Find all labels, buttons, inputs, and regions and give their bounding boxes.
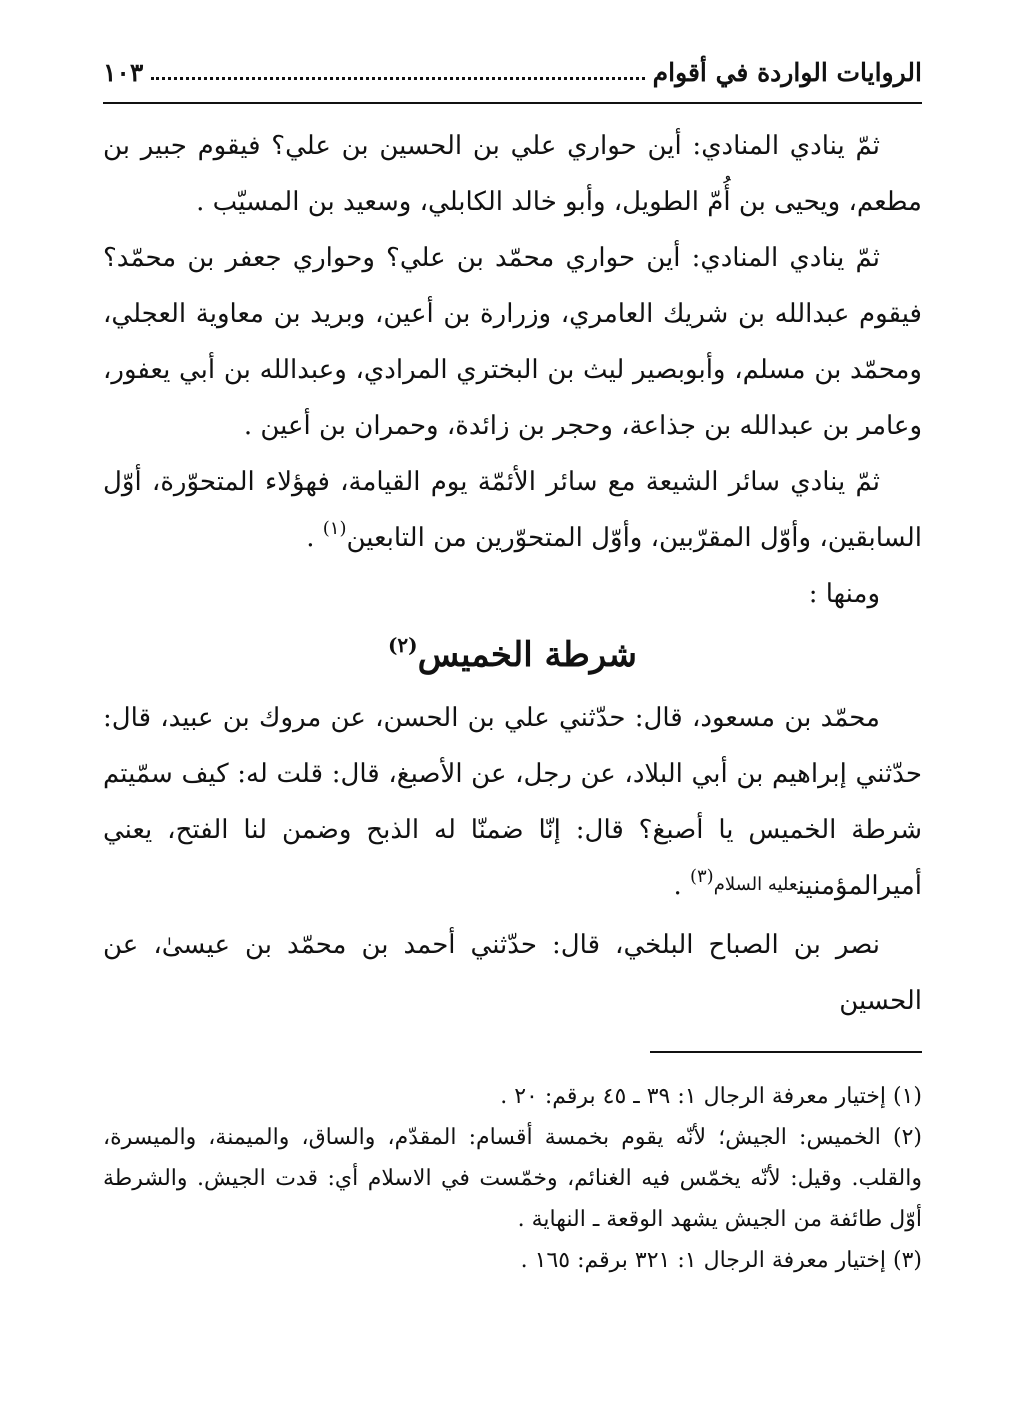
paragraph-5-end: . (673, 871, 690, 901)
footnote-3: (٣) إختيار معرفة الرجال ١: ٣٢١ برقم: ١٦٥ . (520, 1248, 922, 1273)
paragraph-3-end: . (306, 523, 323, 553)
running-header (103, 50, 922, 94)
footnote-ref-2[interactable]: (٢) (387, 633, 418, 657)
footnote-ref-1[interactable]: (١) (322, 518, 347, 539)
page-number: ١٠٣ (103, 57, 144, 87)
footnote-ref-3[interactable]: (٣) (689, 866, 714, 887)
footnotes (103, 1076, 922, 1281)
paragraph-4 (103, 566, 922, 622)
paragraph-5 (103, 690, 922, 917)
paragraph-5-text: محمّد بن مسعود، قال: حدّثني علي بن الحسن، عن مروك بن عبيد، قال: حدّثني إبراهيم بن أبي البلاد، عن رجل، عن الأصبغ، قال: قلت له: كيف سمّيتم شرطة الخميس يا أصبغ؟ قال: إنّا ضمنّا له الذبح وضمن لنا الفتح، يعني أميرالمؤمنين (103, 703, 922, 901)
section-title-text: شرطة الخميس (417, 635, 638, 675)
paragraph-1-text: ثمّ ينادي المنادي: أين حواري علي بن الحسين بن علي؟ فيقوم جبير بن مطعم، ويحيى بن أُمّ الطويل، وأبو خالد الكابلي، وسعيد بن المسيّب . (103, 131, 922, 217)
paragraph-3-text: ثمّ ينادي سائر الشيعة مع سائر الأئمّة يوم القيامة، فهؤلاء المتحوّرة، أوّل السابقين، وأوّل المقرّبين، وأوّل المتحوّرين من التابعين (103, 467, 922, 553)
section-title (103, 626, 922, 684)
paragraph-3 (103, 454, 922, 566)
paragraph-6-text: نصر بن الصباح البلخي، قال: حدّثني أحمد بن محمّد بن عيسىٰ، عن الحسين (103, 930, 922, 1016)
paragraph-6 (103, 917, 922, 1029)
paragraph-1 (103, 118, 922, 230)
footnote-1: (١) إختيار معرفة الرجال ١: ٣٩ ـ ٤٥ برقم: ٢٠ . (500, 1084, 922, 1109)
paragraph-2-text: ثمّ ينادي المنادي: أين حواري محمّد بن علي؟ وحواري جعفر بن محمّد؟ فيقوم عبدالله بن شريك العامري، وزرارة بن أعين، وبريد بن معاوية العجلي، ومحمّد بن مسلم، وأبوبصير ليث بن البختري المرادي، وعبدالله بن أبي يعفور، وعامر بن عبدالله بن جذاعة، وحجر بن زائدة، وحمران بن أعين . (103, 243, 922, 441)
main-text (103, 118, 922, 1029)
honorific-glyph: عليه السلام (713, 874, 798, 895)
footnote-separator (650, 1051, 922, 1053)
dot-leader (151, 77, 644, 80)
paragraph-4-text: ومنها : (808, 579, 880, 609)
running-title: الروايات الواردة في أقوام (652, 57, 922, 87)
footnote-2: (٢) الخميس: الجيش؛ لأنّه يقوم بخمسة أقسام: المقدّم، والساق، والميمنة، والميسرة، والقلب. وقيل: لأنّه يخمّس فيه الغنائم، وخمّست في الاسلام أي: قدت الجيش. والشرطة أوّل طائفة من الجيش يشهد الوقعة ـ النهاية . (103, 1125, 922, 1232)
paragraph-2 (103, 230, 922, 454)
header-rule (103, 102, 922, 104)
